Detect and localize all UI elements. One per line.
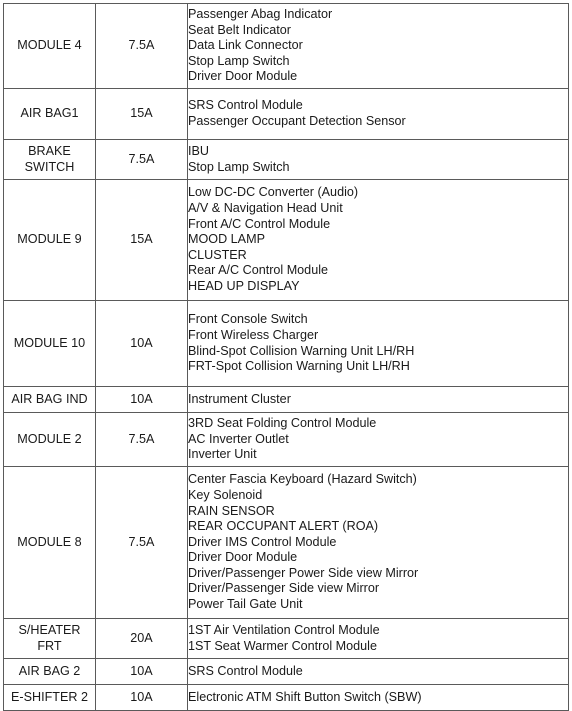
protected-component: Center Fascia Keyboard (Hazard Switch) xyxy=(188,472,417,487)
table-row xyxy=(4,685,569,711)
table-row xyxy=(4,301,569,387)
fuse-table xyxy=(3,3,569,711)
fuse-name-cell xyxy=(4,4,96,89)
protected-component: 1ST Air Ventilation Control Module xyxy=(188,622,380,637)
fuse-name-cell xyxy=(4,89,96,140)
protected-components-cell xyxy=(188,4,569,89)
protected-components-cell xyxy=(188,89,569,140)
protected-component: Front A/C Control Module xyxy=(188,216,331,231)
fuse-name: MODULE 8 xyxy=(17,534,82,549)
protected-component: 3RD Seat Folding Control Module xyxy=(188,416,377,431)
table-row xyxy=(4,140,569,180)
protected-component: Front Wireless Charger xyxy=(188,327,319,342)
table-row xyxy=(4,413,569,467)
protected-component: SRS Control Module xyxy=(188,98,303,113)
protected-components-cell xyxy=(188,301,569,387)
fuse-name-cell xyxy=(4,180,96,301)
fuse-name: BRAKE xyxy=(28,143,71,158)
protected-component: Data Link Connector xyxy=(188,38,303,53)
fuse-name: FRT xyxy=(37,638,62,653)
fuse-name: E-SHIFTER 2 xyxy=(11,689,88,704)
fuse-rating: 10A xyxy=(96,387,188,413)
protected-component: REAR OCCUPANT ALERT (ROA) xyxy=(188,519,379,534)
fuse-name: AIR BAG IND xyxy=(11,391,88,406)
fuse-name-cell xyxy=(4,387,96,413)
protected-component: Inverter Unit xyxy=(188,447,257,462)
protected-components-cell xyxy=(188,413,569,467)
protected-component: SRS Control Module xyxy=(188,663,303,678)
protected-components-cell xyxy=(188,467,569,619)
table-row xyxy=(4,180,569,301)
fuse-rating: 10A xyxy=(96,301,188,387)
protected-component: 1ST Seat Warmer Control Module xyxy=(188,638,377,653)
fuse-rating: 15A xyxy=(96,89,188,140)
fuse-name: AIR BAG1 xyxy=(20,106,79,121)
protected-component: HEAD UP DISPLAY xyxy=(188,278,300,293)
fuse-name-cell xyxy=(4,140,96,180)
fuse-name-cell xyxy=(4,619,96,659)
protected-component: Seat Belt Indicator xyxy=(188,22,291,37)
protected-component: Passenger Abag Indicator xyxy=(188,7,333,22)
protected-component: AC Inverter Outlet xyxy=(188,431,289,446)
fuse-name: AIR BAG 2 xyxy=(18,663,81,678)
protected-component: Rear A/C Control Module xyxy=(188,263,328,278)
protected-components-cell xyxy=(188,140,569,180)
fuse-name-cell xyxy=(4,301,96,387)
protected-component: Power Tail Gate Unit xyxy=(188,597,303,612)
fuse-rating: 10A xyxy=(96,659,188,685)
protected-component: Low DC-DC Converter (Audio) xyxy=(188,185,359,200)
fuse-rating: 10A xyxy=(96,685,188,711)
fuse-name-cell xyxy=(4,467,96,619)
fuse-rating: 15A xyxy=(96,180,188,301)
protected-components-cell xyxy=(188,619,569,659)
protected-components-cell xyxy=(188,659,569,685)
protected-components-cell xyxy=(188,685,569,711)
table-row xyxy=(4,387,569,413)
table-row xyxy=(4,659,569,685)
protected-component: Front Console Switch xyxy=(188,312,308,327)
protected-component: Blind-Spot Collision Warning Unit LH/RH xyxy=(188,343,415,358)
protected-component: Electronic ATM Shift Button Switch (SBW) xyxy=(188,689,422,704)
protected-component: CLUSTER xyxy=(188,247,247,262)
protected-component: MOOD LAMP xyxy=(188,232,265,247)
protected-component: IBU xyxy=(188,143,209,158)
table-row xyxy=(4,619,569,659)
protected-component: Stop Lamp Switch xyxy=(188,159,290,174)
table-row xyxy=(4,89,569,140)
fuse-rating: 20A xyxy=(96,619,188,659)
fuse-name: MODULE 4 xyxy=(17,38,82,53)
fuse-name: SWITCH xyxy=(24,159,75,174)
protected-components-cell xyxy=(188,387,569,413)
protected-component: RAIN SENSOR xyxy=(188,503,275,518)
protected-component: Driver/Passenger Power Side view Mirror xyxy=(188,565,419,580)
fuse-name-cell xyxy=(4,685,96,711)
fuse-rating: 7.5A xyxy=(96,140,188,180)
protected-component: FRT-Spot Collision Warning Unit LH/RH xyxy=(188,359,410,374)
fuse-rating: 7.5A xyxy=(96,4,188,89)
protected-component: Stop Lamp Switch xyxy=(188,53,290,68)
fuse-name: MODULE 2 xyxy=(17,431,82,446)
protected-component: Driver Door Module xyxy=(188,550,298,565)
fuse-table-body xyxy=(4,4,569,711)
fuse-name: MODULE 10 xyxy=(13,335,86,350)
fuse-rating: 7.5A xyxy=(96,467,188,619)
protected-component: Passenger Occupant Detection Sensor xyxy=(188,114,406,128)
protected-component: Driver IMS Control Module xyxy=(188,534,337,549)
protected-component: A/V & Navigation Head Unit xyxy=(188,201,343,216)
protected-components-cell xyxy=(188,180,569,301)
fuse-rating: 7.5A xyxy=(96,413,188,467)
table-row xyxy=(4,4,569,89)
protected-component: Driver Door Module xyxy=(188,69,298,84)
fuse-name: S/HEATER xyxy=(18,622,81,637)
protected-component: Driver/Passenger Side view Mirror xyxy=(188,581,380,596)
fuse-name-cell xyxy=(4,413,96,467)
protected-component: Key Solenoid xyxy=(188,487,263,502)
fuse-name-cell xyxy=(4,659,96,685)
protected-component: Instrument Cluster xyxy=(188,391,291,406)
table-row xyxy=(4,467,569,619)
fuse-name: MODULE 9 xyxy=(17,232,82,247)
